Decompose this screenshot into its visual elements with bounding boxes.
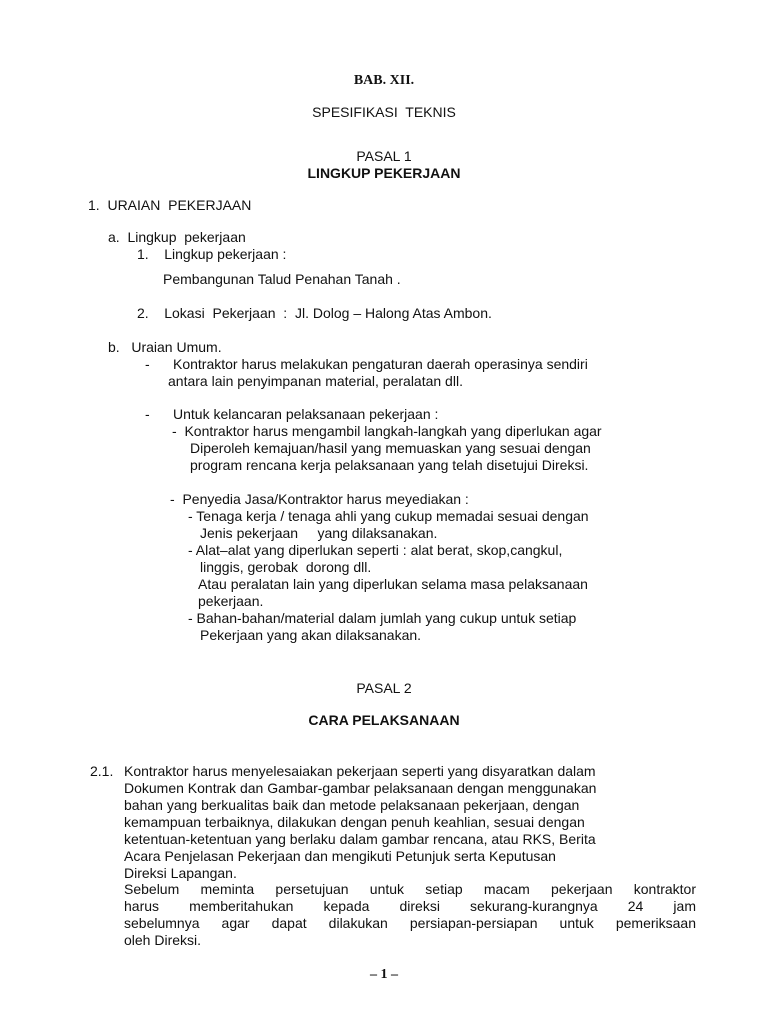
- pasal-2-title: CARA PELAKSANAAN: [308, 712, 460, 728]
- item-b-line: linggis, gerobak dorong dll.: [200, 559, 372, 575]
- section-2-1-line: Acara Penjelasan Pekerjaan dan mengikuti Petunjuk serta Keputusan: [124, 848, 556, 864]
- section-2-1-line: sebelumnya agar dapat dilakukan persiapan-persiapan untuk pemeriksaan: [124, 915, 696, 931]
- section-2-1-line: Kontraktor harus menyelesaiakan pekerjaan seperti yang disyaratkan dalam: [124, 763, 596, 779]
- section-2-1-line: oleh Direksi.: [124, 932, 202, 948]
- pasal-1-title: LINGKUP PEKERJAAN: [307, 165, 461, 181]
- item-a2-location: 2. Lokasi Pekerjaan : Jl. Dolog – Halong Atas Ambon.: [137, 305, 492, 321]
- item-b-line: - Tenaga kerja / tenaga ahli yang cukup memadai sesuai dengan: [188, 508, 589, 524]
- section-2-1-line: Sebelum meminta persetujuan untuk setiap macam pekerjaan kontraktor: [124, 881, 696, 897]
- pasal-2-number: PASAL 2: [356, 680, 412, 696]
- document-subtitle: SPESIFIKASI TEKNIS: [312, 104, 456, 120]
- item-b-line: - Penyedia Jasa/Kontraktor harus meyediakan :: [170, 491, 469, 507]
- section-2-1-line: harus memberitahukan kepada direksi sekurang-kurangnya 24 jam: [124, 898, 696, 914]
- item-b-line: Atau peralatan lain yang diperlukan selama masa pelaksanaan: [198, 576, 588, 592]
- chapter-title: BAB. XII.: [353, 73, 415, 88]
- section-1-heading: 1. URAIAN PEKERJAAN: [88, 197, 252, 213]
- section-2-1-line: kemampuan terbaiknya, dilakukan dengan penuh keahlian, sesuai dengan: [124, 814, 585, 830]
- item-b-line: - Kontraktor harus mengambil langkah-langkah yang diperlukan agar: [172, 423, 602, 439]
- item-b-line: - Kontraktor harus melakukan pengaturan daerah operasinya sendiri: [145, 356, 588, 372]
- item-b-line: antara lain penyimpanan material, peralatan dll.: [168, 373, 463, 389]
- pasal-1-number: PASAL 1: [356, 148, 412, 164]
- page-number: – 1 –: [370, 967, 398, 982]
- item-b-label: b. Uraian Umum.: [108, 339, 222, 355]
- item-b-line: Jenis pekerjaan yang dilaksanakan.: [200, 525, 438, 541]
- item-b-line: program rencana kerja pelaksanaan yang telah disetujui Direksi.: [190, 457, 589, 473]
- item-b-line: - Untuk kelancaran pelaksanaan pekerjaan :: [145, 406, 439, 422]
- section-2-1-number: 2.1.: [90, 763, 114, 779]
- item-a1-label: 1. Lingkup pekerjaan :: [137, 246, 287, 262]
- section-2-1-line: Dokumen Kontrak dan Gambar-gambar pelaksanaan dengan menggunakan: [124, 780, 597, 796]
- section-2-1-line: bahan yang berkualitas baik dan metode pelaksanaan pekerjaan, dengan: [124, 797, 580, 813]
- item-b-line: pekerjaan.: [198, 593, 264, 609]
- section-2-1-line: Direksi Lapangan.: [124, 865, 237, 881]
- section-2-1-line: ketentuan-ketentuan yang berlaku dalam gambar rencana, atau RKS, Berita: [124, 831, 596, 847]
- item-b-line: - Bahan-bahan/material dalam jumlah yang cukup untuk setiap: [188, 610, 577, 626]
- item-b-line: Pekerjaan yang akan dilaksanakan.: [200, 627, 422, 643]
- item-b-line: - Alat–alat yang diperlukan seperti : alat berat, skop,cangkul,: [188, 542, 563, 558]
- item-a-label: a. Lingkup pekerjaan: [108, 229, 246, 245]
- item-a1-value: Pembangunan Talud Penahan Tanah .: [163, 271, 401, 287]
- item-b-line: Diperoleh kemajuan/hasil yang memuaskan yang sesuai dengan: [190, 440, 591, 456]
